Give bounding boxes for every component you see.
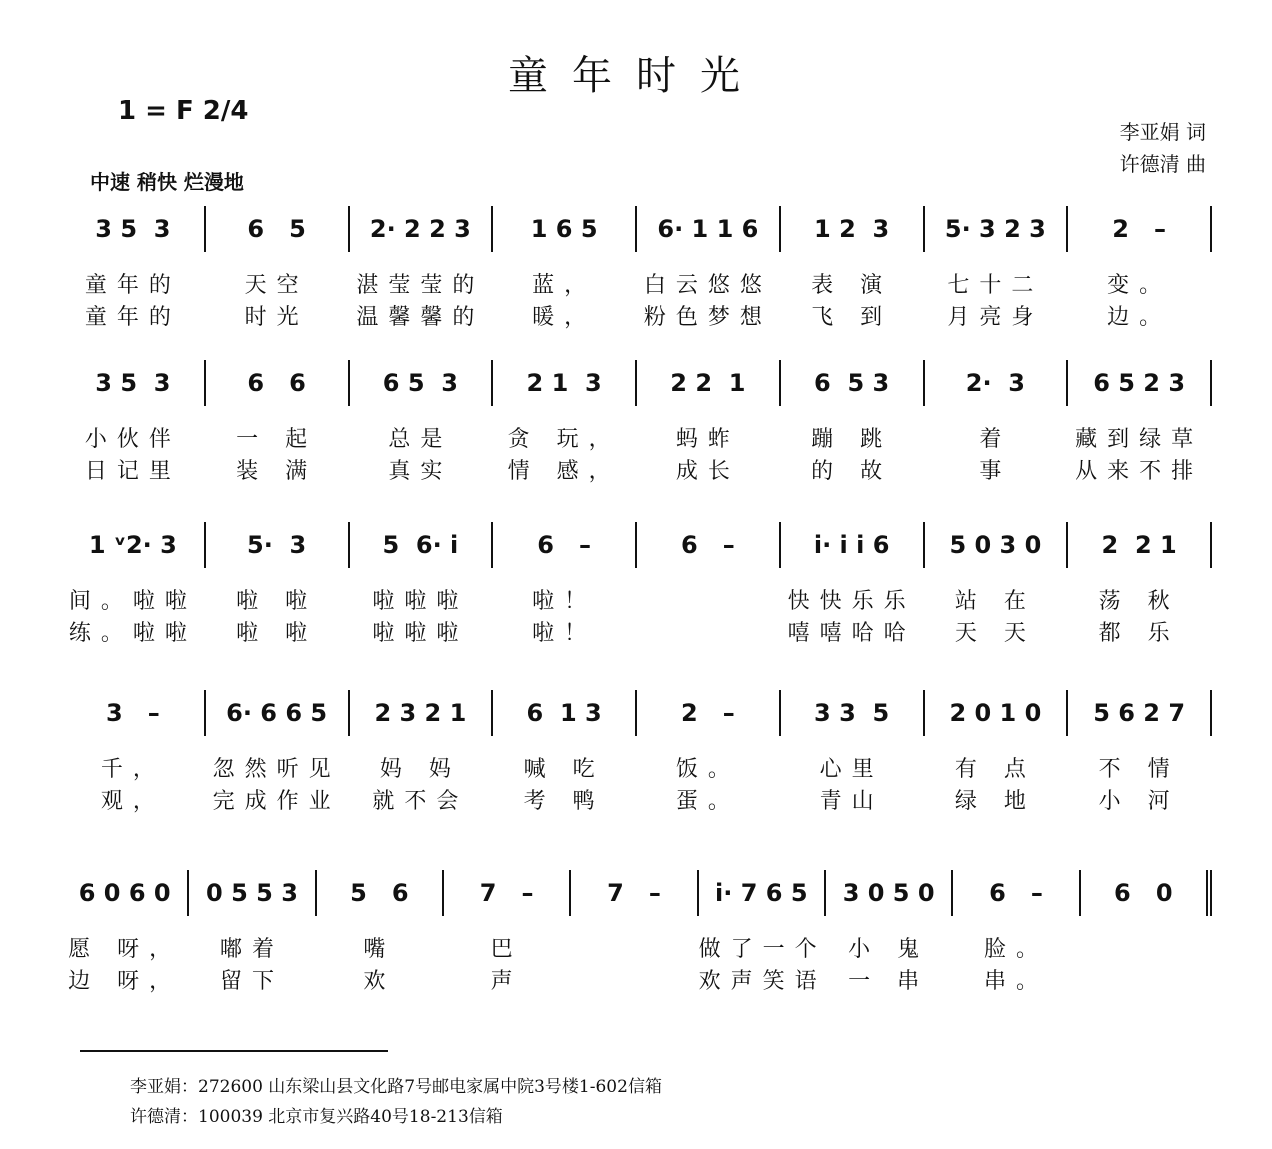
notes: 6 – bbox=[680, 531, 735, 559]
measure bbox=[571, 870, 698, 916]
measure bbox=[1068, 522, 1212, 646]
footnote-composer: 许德清：100039 北京市复兴路40号18-213信箱 bbox=[130, 1107, 503, 1127]
notes: i· 7 6 5 bbox=[715, 879, 808, 907]
notes: 1 2 3 bbox=[814, 215, 890, 243]
lyric-verse-1: 快快乐乐 bbox=[787, 589, 916, 614]
lyric-verse-2: 情 感， bbox=[507, 459, 621, 484]
notes: 6 5 3 bbox=[814, 369, 890, 397]
measure bbox=[637, 690, 781, 814]
lyric-verse-1: 表 演 bbox=[811, 273, 893, 298]
notes: 6· 1 1 6 bbox=[657, 215, 759, 243]
measure bbox=[781, 690, 925, 814]
notes: 3 3 5 bbox=[814, 699, 890, 727]
lyric-verse-2: 都 乐 bbox=[1098, 621, 1180, 646]
notes: 6 0 bbox=[1114, 879, 1173, 907]
lyric-verse-1: 藏到绿草 bbox=[1075, 427, 1204, 452]
notes: 6 – bbox=[989, 879, 1043, 907]
key-signature: 1 = F 2/4 bbox=[118, 96, 249, 126]
measure bbox=[637, 522, 781, 568]
lyric-verse-2: 日记里 bbox=[84, 459, 181, 484]
score-row bbox=[62, 522, 1212, 646]
lyric-verse-2: 啦啦啦 bbox=[372, 621, 469, 646]
measure bbox=[1081, 870, 1212, 916]
measure bbox=[826, 870, 953, 994]
footnote-divider bbox=[80, 1050, 388, 1052]
score-row bbox=[62, 690, 1212, 814]
lyric-verse-2: 就不会 bbox=[372, 789, 469, 814]
lyric-verse-2: 小 河 bbox=[1098, 789, 1180, 814]
lyric-verse-2: 绿 地 bbox=[954, 789, 1036, 814]
lyric-verse-1: 童年的 bbox=[84, 273, 181, 298]
score-row bbox=[62, 360, 1212, 484]
lyric-verse-1: 心里 bbox=[819, 757, 884, 782]
lyric-verse-2: 的 故 bbox=[811, 459, 893, 484]
measure bbox=[781, 360, 925, 484]
measure bbox=[781, 522, 925, 646]
notes: 7 – bbox=[479, 879, 534, 907]
lyric-verse-2: 啦 啦 bbox=[236, 621, 318, 646]
notes: 5 6 bbox=[350, 879, 409, 907]
lyric-verse-2: 真实 bbox=[388, 459, 453, 484]
lyric-verse-1: 着 bbox=[979, 427, 1012, 452]
notes: 5· 3 2 3 bbox=[944, 215, 1046, 243]
notes: 5 6· i bbox=[382, 531, 459, 559]
lyric-verse-1: 白云悠悠 bbox=[643, 273, 772, 298]
notes: 3 – bbox=[105, 699, 160, 727]
lyric-verse-1: 啦！ bbox=[532, 589, 597, 614]
lyric-verse-1: 千， bbox=[100, 757, 165, 782]
notes: 2 1 3 bbox=[526, 369, 602, 397]
lyric-verse-2: 完成作业 bbox=[212, 789, 341, 814]
measure bbox=[317, 870, 444, 994]
measure bbox=[637, 206, 781, 330]
measure bbox=[350, 206, 494, 330]
measure bbox=[206, 360, 350, 484]
lyric-verse-2: 啦！ bbox=[532, 621, 597, 646]
lyric-verse-1: 饭。 bbox=[675, 757, 740, 782]
lyric-verse-2: 童年的 bbox=[84, 305, 181, 330]
measure bbox=[444, 870, 571, 994]
notes: 6 0 6 0 bbox=[78, 879, 171, 907]
notes: 7 – bbox=[607, 879, 661, 907]
lyric-verse-1: 小伙伴 bbox=[84, 427, 181, 452]
lyric-verse-2: 串。 bbox=[983, 969, 1048, 994]
lyric-verse-1: 小 鬼 bbox=[848, 937, 930, 962]
lyric-verse-2: 欢 bbox=[363, 969, 396, 994]
measure bbox=[925, 360, 1069, 484]
lyric-verse-2: 从来不排 bbox=[1075, 459, 1204, 484]
notes: 2· 2 2 3 bbox=[369, 215, 471, 243]
lyric-verse-1: 嘴 bbox=[363, 937, 396, 962]
measure bbox=[925, 690, 1069, 814]
lyric-verse-1: 有 点 bbox=[954, 757, 1036, 782]
lyric-verse-2: 观， bbox=[100, 789, 165, 814]
lyric-verse-2: 月亮身 bbox=[947, 305, 1044, 330]
notes: 5 6 2 7 bbox=[1093, 699, 1186, 727]
notes: 6 6 bbox=[247, 369, 306, 397]
notes: 1 6 5 bbox=[530, 215, 598, 243]
measure bbox=[350, 360, 494, 484]
lyric-verse-1: 啦 啦 bbox=[236, 589, 318, 614]
notes: 2 2 1 bbox=[670, 369, 746, 397]
measure bbox=[206, 690, 350, 814]
measure bbox=[925, 206, 1069, 330]
lyric-verse-1: 不 情 bbox=[1098, 757, 1180, 782]
measure bbox=[1068, 690, 1212, 814]
lyric-verse-2: 留下 bbox=[219, 969, 284, 994]
notes: 6 – bbox=[537, 531, 591, 559]
lyric-verse-2: 蛋。 bbox=[675, 789, 740, 814]
notes: 5 0 3 0 bbox=[949, 531, 1042, 559]
lyric-verse-2: 事 bbox=[979, 459, 1012, 484]
lyric-verse-2: 暖， bbox=[532, 305, 597, 330]
footnote-lyricist: 李亚娟：272600 山东梁山县文化路7号邮电家属中院3号楼1-602信箱 bbox=[130, 1077, 662, 1097]
lyric-verse-1: 忽然听见 bbox=[212, 757, 341, 782]
notes: 6 5 bbox=[247, 215, 306, 243]
measure bbox=[62, 522, 206, 646]
lyric-verse-1: 脸。 bbox=[983, 937, 1048, 962]
lyric-verse-1: 站 在 bbox=[954, 589, 1036, 614]
lyric-verse-1: 天空 bbox=[244, 273, 309, 298]
measure bbox=[62, 206, 206, 330]
lyric-verse-2: 边。 bbox=[1107, 305, 1172, 330]
notes: 6 1 3 bbox=[526, 699, 602, 727]
lyric-verse-2: 温馨馨的 bbox=[356, 305, 485, 330]
lyric-verse-2: 时光 bbox=[244, 305, 309, 330]
measure bbox=[698, 870, 827, 994]
measure bbox=[206, 206, 350, 330]
lyric-verse-2: 天 天 bbox=[954, 621, 1036, 646]
measure bbox=[953, 870, 1080, 994]
measure bbox=[925, 522, 1069, 646]
tempo-marking: 中速 稍快 烂漫地 bbox=[90, 170, 244, 194]
notes: 3 5 3 bbox=[95, 215, 171, 243]
lyric-verse-2: 声 bbox=[490, 969, 523, 994]
lyric-verse-1: 愿 呀， bbox=[68, 937, 182, 962]
lyric-verse-1: 蹦 跳 bbox=[811, 427, 893, 452]
lyric-verse-2: 粉色梦想 bbox=[643, 305, 772, 330]
lyric-verse-1: 七十二 bbox=[947, 273, 1044, 298]
measure bbox=[781, 206, 925, 330]
notes: 2· 3 bbox=[965, 369, 1025, 397]
measure bbox=[493, 360, 637, 484]
measure bbox=[62, 690, 206, 814]
lyric-verse-1: 嘟着 bbox=[219, 937, 284, 962]
lyric-verse-1: 变。 bbox=[1107, 273, 1172, 298]
lyric-verse-1: 荡 秋 bbox=[1098, 589, 1180, 614]
lyric-verse-1: 啦啦啦 bbox=[372, 589, 469, 614]
measure bbox=[206, 522, 350, 646]
measure bbox=[637, 360, 781, 484]
notes: 1 ᵛ2· 3 bbox=[88, 531, 177, 559]
lyric-verse-2: 装 满 bbox=[236, 459, 318, 484]
notes: 2 3 2 1 bbox=[374, 699, 467, 727]
score-row bbox=[62, 870, 1212, 994]
notes: 6· 6 6 5 bbox=[226, 699, 328, 727]
notes: 5· 3 bbox=[247, 531, 307, 559]
notes: i· i i 6 bbox=[813, 531, 890, 559]
measure bbox=[1068, 206, 1212, 330]
lyric-verse-1: 妈 妈 bbox=[379, 757, 461, 782]
notes: 3 5 3 bbox=[95, 369, 171, 397]
lyric-verse-1: 间。啦啦 bbox=[68, 589, 197, 614]
lyric-verse-1: 贪 玩， bbox=[507, 427, 621, 452]
lyric-verse-1: 巴 bbox=[490, 937, 523, 962]
measure bbox=[350, 690, 494, 814]
lyric-verse-1: 做了一个 bbox=[698, 937, 827, 962]
song-title: 童年时光 bbox=[508, 53, 764, 99]
lyric-verse-1: 蓝， bbox=[532, 273, 597, 298]
measure bbox=[62, 360, 206, 484]
lyric-verse-2: 边 呀， bbox=[68, 969, 182, 994]
score-row bbox=[62, 206, 1212, 330]
lyric-verse-2: 嘻嘻哈哈 bbox=[787, 621, 916, 646]
composer: 许德清 曲 bbox=[1119, 152, 1206, 176]
notes: 0 5 5 3 bbox=[206, 879, 298, 907]
lyric-verse-2: 考 鸭 bbox=[523, 789, 605, 814]
measure bbox=[1068, 360, 1212, 484]
measure bbox=[493, 206, 637, 330]
lyric-verse-1: 喊 吃 bbox=[523, 757, 605, 782]
lyric-verse-1: 总是 bbox=[388, 427, 453, 452]
notes: 3 0 5 0 bbox=[842, 879, 935, 907]
lyric-verse-2: 欢声笑语 bbox=[698, 969, 827, 994]
measure bbox=[189, 870, 316, 994]
measure bbox=[493, 690, 637, 814]
lyric-verse-2: 一 串 bbox=[848, 969, 930, 994]
measure bbox=[62, 870, 189, 994]
notes: 6 5 3 bbox=[382, 369, 458, 397]
lyric-verse-1: 湛莹莹的 bbox=[356, 273, 485, 298]
credits bbox=[1120, 116, 1206, 180]
lyric-verse-1: 蚂蚱 bbox=[675, 427, 740, 452]
notes: 2 – bbox=[680, 699, 735, 727]
lyricist: 李亚娟 词 bbox=[1119, 120, 1206, 144]
measure bbox=[350, 522, 494, 646]
lyric-verse-2: 练。啦啦 bbox=[68, 621, 197, 646]
lyric-verse-2: 青山 bbox=[819, 789, 884, 814]
notes: 2 2 1 bbox=[1101, 531, 1177, 559]
measure bbox=[493, 522, 637, 646]
notes: 2 0 1 0 bbox=[949, 699, 1042, 727]
notes: 6 5 2 3 bbox=[1093, 369, 1186, 397]
lyric-verse-2: 飞 到 bbox=[811, 305, 893, 330]
lyric-verse-2: 成长 bbox=[675, 459, 740, 484]
notes: 2 – bbox=[1112, 215, 1166, 243]
lyric-verse-1: 一 起 bbox=[236, 427, 318, 452]
